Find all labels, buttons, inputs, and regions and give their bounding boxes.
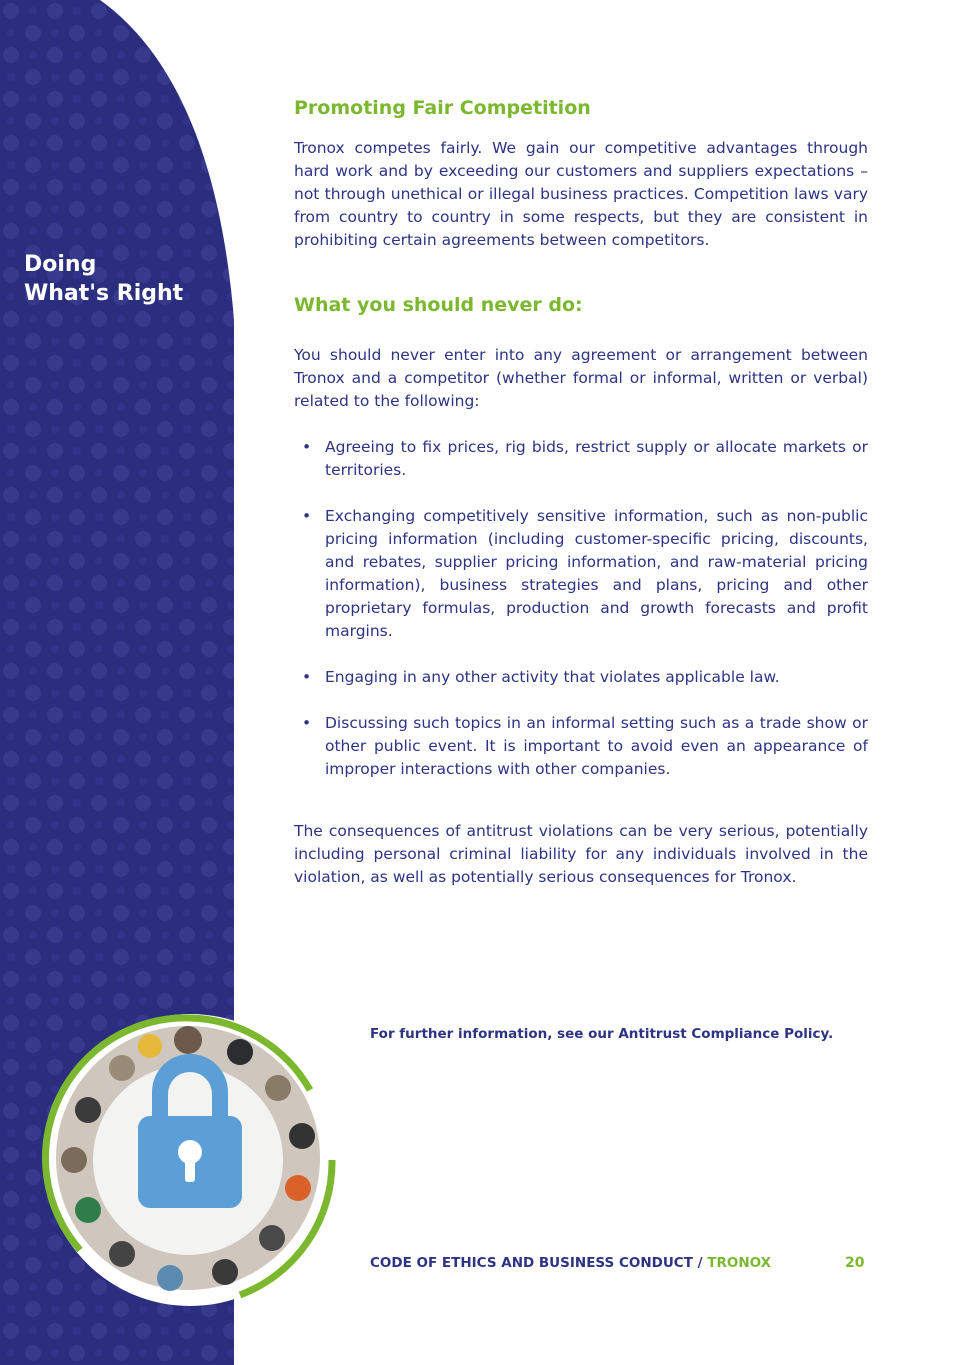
sidebar-title-line2: What's Right (24, 281, 184, 306)
bullet-icon: • (302, 438, 312, 456)
section-heading-never-do: What you should never do: (294, 294, 583, 316)
bullet-icon: • (302, 668, 312, 686)
list-item: • Engaging in any other activity that violates applicable law. (294, 666, 868, 689)
page-number: 20 (845, 1255, 865, 1271)
list-item: • Discussing such topics in an informal setting such as a trade show or other public event. It is important to avoid even an appearance of improper interactions with other companies. (302, 714, 868, 778)
footer-document-title (370, 1255, 771, 1271)
section-heading-fair-competition: Promoting Fair Competition (294, 97, 591, 119)
never-do-intro: You should never enter into any agreement or arrangement between Tronox and a competitor (whether formal or informal, written or verbal) related to the following: (294, 346, 868, 410)
sidebar-title-line1: Doing (24, 252, 97, 277)
list-item: • Exchanging competitively sensitive information, such as non-public pricing information (including customer-specific pricing, discounts, and rebates, supplier pricing information, and raw-material pricing information), business strategies and plans, pricing and other proprietary formulas, production and growth forecasts and profit margins. (302, 507, 868, 640)
consequences-paragraph: The consequences of antitrust violations can be very serious, potentially including personal criminal liability for any individuals involved in the violation, as well as potentially serious consequences for Tronox. (294, 822, 868, 886)
list-item: • Agreeing to fix prices, rig bids, restrict supply or allocate markets or territories. (302, 438, 868, 479)
bullet-icon: • (302, 714, 312, 732)
prohibited-list (294, 436, 868, 781)
main-content (294, 95, 868, 889)
further-info-note: For further information, see our Antitrust Compliance Policy. (370, 1026, 834, 1042)
footer-text: CODE OF ETHICS AND BUSINESS CONDUCT / (370, 1255, 703, 1271)
bullet-icon: • (302, 507, 312, 525)
meeting-lock-illustration (40, 1010, 340, 1310)
footer-brand: TRONOX (707, 1255, 772, 1271)
sidebar-title (24, 250, 183, 308)
fair-competition-paragraph: Tronox competes fairly. We gain our competitive advantages through hard work and by exceeding our customers and suppliers expectations – not through unethical or illegal business practices. Competition laws vary from country to country in some respects, but they are consistent in prohibiting certain agreements between competitors. (294, 139, 868, 249)
